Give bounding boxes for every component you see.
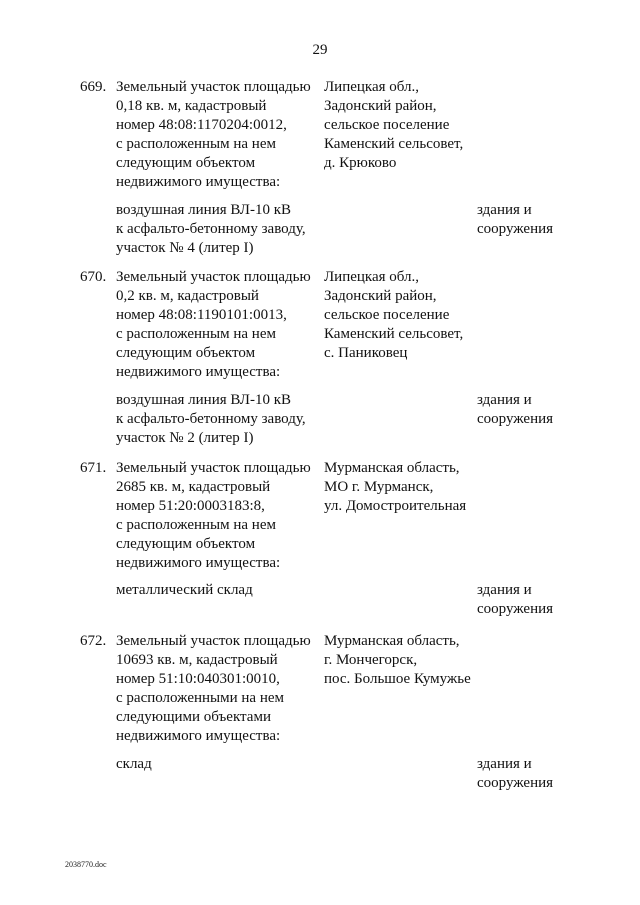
entry-description [116,268,321,382]
entry-description [116,632,321,746]
description-line: недвижимого имущества: [116,364,281,380]
description-line: 2685 кв. м, кадастровый [116,479,271,495]
page-number: 29 [312,42,328,58]
address-line: сельское поселение [324,117,450,133]
object-type [477,581,587,619]
description-line: 10693 кв. м, кадастровый [116,652,278,668]
address-line: сельское поселение [324,307,450,323]
description-line: недвижимого имущества: [116,174,281,190]
description-line: недвижимого имущества: [116,555,281,571]
description-line: номер 51:20:0003183:8, [116,498,265,514]
description-line: Земельный участок площадью [116,79,311,95]
object-type-line: здания и [477,392,532,408]
description-line: следующими объектами [116,709,271,725]
description-line: с расположенным на нем [116,326,276,342]
entry-description [116,78,321,192]
description-line: с расположенным на нем [116,517,276,533]
address-line: Каменский сельсовет, [324,326,464,342]
object-line: воздушная линия ВЛ-10 кВ [116,202,292,218]
address-line: Задонский район, [324,288,437,304]
address-line: Липецкая обл., [324,269,420,285]
address-line: Липецкая обл., [324,79,420,95]
object-line: к асфальто-бетонному заводу, [116,411,306,427]
address-line: Мурманская область, [324,460,460,476]
address-line: г. Мончегорск, [324,652,418,668]
description-line: 0,18 кв. м, кадастровый [116,98,267,114]
object-type [477,201,587,239]
object-type-line: здания и [477,582,532,598]
object-type-line: сооружения [477,601,554,617]
object-line: к асфальто-бетонному заводу, [116,221,306,237]
entry-number: 670. [80,269,107,285]
description-line: номер 48:08:1170204:0012, [116,117,287,133]
object-line: участок № 4 (литер I) [116,240,254,256]
object-type-line: сооружения [477,775,554,791]
address-line: пос. Большое Кумужье [324,671,471,687]
entry-number: 671. [80,460,107,476]
address-line: ул. Домостроительная [324,498,467,514]
description-line: 0,2 кв. м, кадастровый [116,288,259,304]
object-line: металлический склад [116,582,253,598]
address-line: с. Паниковец [324,345,408,361]
object-type [477,391,587,429]
entry-number: 672. [80,633,107,649]
object-type-line: сооружения [477,221,554,237]
object-description [116,755,321,774]
description-line: следующим объектом [116,536,256,552]
object-description [116,581,321,600]
entry-number: 669. [80,79,107,95]
description-line: номер 48:08:1190101:0013, [116,307,287,323]
description-line: Земельный участок площадью [116,460,311,476]
description-line: Земельный участок площадью [116,633,311,649]
entry-address [324,78,484,173]
object-line: воздушная линия ВЛ-10 кВ [116,392,292,408]
object-type [477,755,587,793]
description-line: номер 51:10:040301:0010, [116,671,280,687]
entry-address [324,459,484,516]
entry-description [116,459,321,573]
description-line: следующим объектом [116,155,256,171]
description-line: с расположенным на нем [116,136,276,152]
address-line: Мурманская область, [324,633,460,649]
address-line: МО г. Мурманск, [324,479,434,495]
description-line: Земельный участок площадью [116,269,311,285]
object-type-line: здания и [477,756,532,772]
address-line: д. Крюково [324,155,397,171]
object-type-line: здания и [477,202,532,218]
address-line: Каменский сельсовет, [324,136,464,152]
entry-address [324,632,484,689]
object-type-line: сооружения [477,411,554,427]
description-line: с расположенными на нем [116,690,285,706]
description-line: следующим объектом [116,345,256,361]
description-line: недвижимого имущества: [116,728,281,744]
object-line: склад [116,756,152,772]
address-line: Задонский район, [324,98,437,114]
object-description [116,391,321,448]
object-line: участок № 2 (литер I) [116,430,254,446]
document-footer: 2038770.doc [65,860,107,869]
entry-address [324,268,484,363]
object-description [116,201,321,258]
